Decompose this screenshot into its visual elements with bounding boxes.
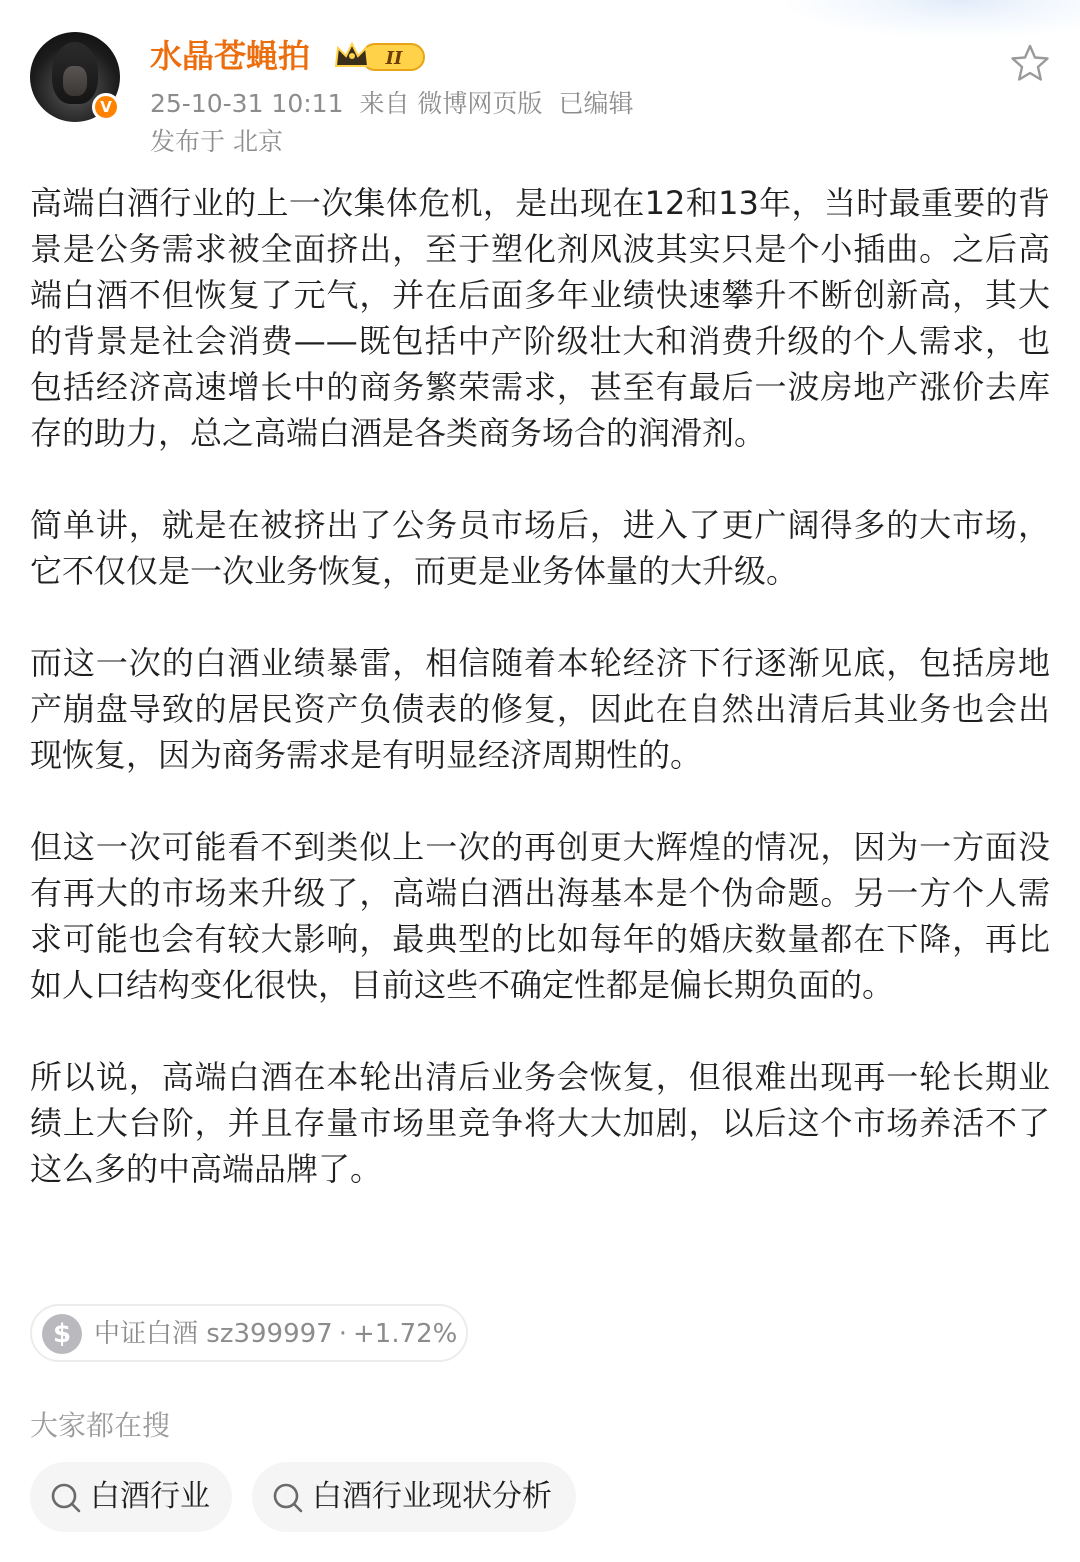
- post-paragraph: 所以说，高端白酒在本轮出清后业务会恢复，但很难出现再一轮长期业绩上大台阶，并且存量市场里竞争将大大加剧，以后这个市场养活不了这么多的中高端品牌了。: [30, 1058, 1050, 1188]
- author-name[interactable]: 水晶苍蝇拍: [150, 37, 311, 75]
- dollar-icon: $: [42, 1314, 82, 1354]
- search-chip-baijiu-industry[interactable]: [30, 1462, 232, 1532]
- level-crown-icon[interactable]: [332, 40, 428, 74]
- post-paragraph: 高端白酒行业的上一次集体危机，是出现在12和13年，当时最重要的背景是公务需求被全面挤出，至于塑化剂风波其实只是个小插曲。之后高端白酒不但恢复了元气，并在后面多年业绩快速攀升不断创新高，其大的背景是社会消费——既包括中产阶级壮大和消费升级的个人需求，也包括经济高速增长中的商务繁荣需求，甚至有最后一波房地产涨价去库存的助力，总之高端白酒是各类商务场合的润滑剂。: [30, 184, 1050, 452]
- stock-chip[interactable]: [30, 1304, 468, 1362]
- search-chip-baijiu-status-analysis[interactable]: [252, 1462, 576, 1532]
- verified-icon: V: [92, 93, 120, 121]
- trending-search-heading: 大家都在搜: [30, 1409, 171, 1442]
- post-paragraph: 而这一次的白酒业绩暴雷，相信随着本轮经济下行逐渐见底，包括房地产崩盘导致的居民资产负债表的修复，因此在自然出清后其业务也会出现恢复，因为商务需求是有明显经济周期性的。: [30, 644, 1050, 774]
- post-timestamp: 25-10-31 10:11: [150, 89, 344, 118]
- stock-info: [94, 1314, 457, 1354]
- post-location: 发布于 北京: [150, 127, 283, 156]
- search-icon: [272, 1482, 304, 1514]
- post-edited: 已编辑: [558, 89, 634, 118]
- search-icon: [50, 1482, 82, 1514]
- search-chip-label: 白酒行业: [90, 1479, 210, 1514]
- level-badge-text: II: [385, 48, 403, 69]
- post-source: 来自 微博网页版: [359, 89, 543, 118]
- stock-code: sz399997: [206, 1319, 333, 1349]
- post-body: [30, 180, 1050, 1238]
- stock-name: 中证白酒: [94, 1319, 199, 1349]
- avatar-face: [63, 66, 87, 96]
- post-paragraph: 简单讲，就是在被挤出了公务员市场后，进入了更广阔得多的大市场，它不仅仅是一次业务恢复，而更是业务体量的大升级。: [30, 506, 1050, 590]
- search-chip-label: 白酒行业现状分析: [312, 1479, 552, 1514]
- header-cloud-decoration: [780, 0, 1080, 40]
- stock-change: +1.72%: [353, 1319, 458, 1349]
- post-meta: [150, 86, 649, 122]
- post-paragraph: 但这一次可能看不到类似上一次的再创更大辉煌的情况，因为一方面没有再大的市场来升级了，高端白酒出海基本是个伪命题。另一方个人需求可能也会有较大影响，最典型的比如每年的婚庆数量都在下降，再比如人口结构变化很快，目前这些不确定性都是偏长期负面的。: [30, 828, 1050, 1004]
- stock-separator: ·: [338, 1319, 347, 1349]
- star-icon[interactable]: [1010, 43, 1050, 83]
